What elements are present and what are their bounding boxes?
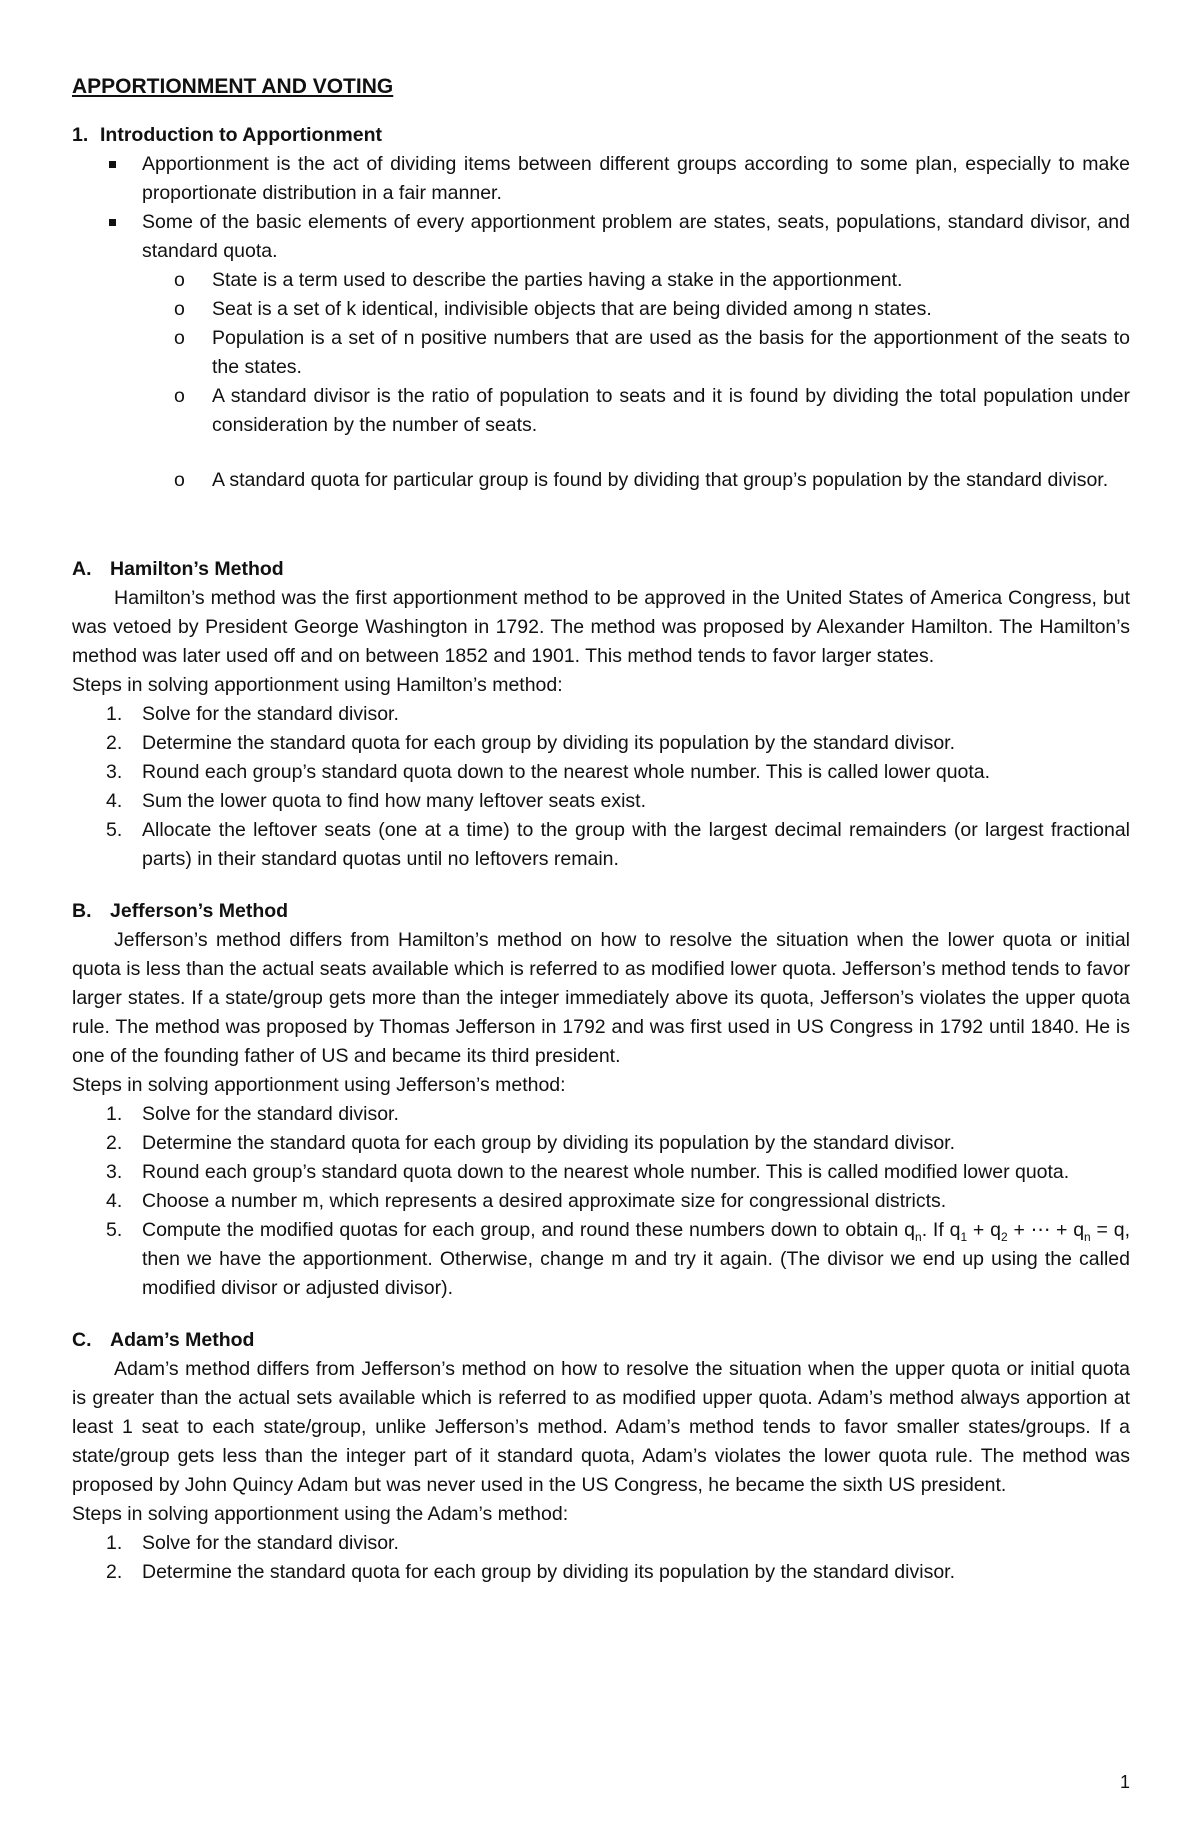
step-number: 2.	[106, 732, 123, 754]
step-text: Determine the standard quota for each group by dividing its population by the standard divisor.	[142, 1132, 956, 1154]
step-number: 5.	[106, 1219, 123, 1241]
step-number: 4.	[106, 1190, 123, 1212]
step-item	[106, 1216, 1131, 1303]
step-number: 1.	[106, 1532, 123, 1554]
step-text-part: + ⋯ + q	[1007, 1219, 1085, 1241]
step-item	[106, 1158, 1130, 1187]
section-paragraph: Adam’s method differs from Jefferson’s method on how to resolve the situation when the upper quota or initial quota is greater than the actual sets available which is referred to as modified upper quota. Adam’s method always apportion at least 1 seat to each state/group, unlike Jefferson’s method. Adam’s method tends to favor smaller states/groups. If a state/group gets less than the integer part of it standard quota, Adam’s violates the lower quota rule. The method was proposed by John Quincy Adam but was never used in the US Congress, he became the sixth US president.	[72, 1358, 1130, 1496]
step-text: Determine the standard quota for each group by dividing its population by the standard divisor.	[142, 1561, 956, 1583]
step-item	[106, 1529, 1130, 1558]
step-text-part: Compute the modified quotas for each group, and round these numbers down to obtain q	[142, 1219, 916, 1241]
steps-list	[72, 1100, 1130, 1303]
step-item	[106, 1187, 1130, 1216]
step-number: 1.	[106, 1103, 123, 1125]
step-number: 1.	[106, 703, 123, 725]
step-text: Solve for the standard divisor.	[142, 703, 399, 725]
step-text: Sum the lower quota to find how many leftover seats exist.	[142, 790, 647, 812]
step-text-part: = q, then we have the apportionment. Otherwise, change m and try it again. (The divisor we end up using the called modified divisor or adjusted divisor).	[142, 1219, 1131, 1299]
subscript: n	[1084, 1229, 1091, 1244]
section-heading	[72, 897, 1130, 926]
section-paragraph: Jefferson’s method differs from Hamilton’s method on how to resolve the situation when the lower quota or initial quota is less than the actual seats available which is referred to as modified lower quota. Jefferson’s method tends to favor larger states. If a state/group gets more than the integer immediately above its quota, Jefferson’s violates the upper quota rule. The method was proposed by Thomas Jefferson in 1792 and was first used in US Congress in 1792 until 1840. He is one of the founding father of US and became its third president.	[72, 929, 1130, 1067]
step-number: 2.	[106, 1561, 123, 1583]
intro-sub-item: o Seat is a set of k identical, indivisible objects that are being divided among n states.	[212, 295, 1130, 324]
intro-heading-text: Introduction to Apportionment	[100, 124, 382, 146]
steps-list	[72, 700, 1130, 874]
intro-sub-item: o Population is a set of n positive numbers that are used as the basis for the apportionment of the seats to the states.	[212, 324, 1130, 382]
step-text	[142, 1219, 1130, 1299]
adam-section	[72, 1326, 1130, 1587]
document-page	[72, 72, 1130, 1587]
step-text: Round each group’s standard quota down to the nearest whole number. This is called lower quota.	[142, 761, 991, 783]
step-number: 4.	[106, 790, 123, 812]
subscript: 1	[960, 1229, 968, 1244]
step-item	[106, 787, 1130, 816]
section-letter: B.	[72, 900, 92, 922]
intro-number: 1.	[72, 124, 89, 146]
steps-intro: Steps in solving apportionment using Jefferson’s method:	[72, 1074, 566, 1096]
step-text: Allocate the leftover seats (one at a time) to the group with the largest decimal remainders (or largest fractional parts) in their standard quotas until no leftovers remain.	[142, 819, 1130, 870]
intro-bullet: Some of the basic elements of every apportionment problem are states, seats, populations, standard divisor, and standard quota.	[142, 208, 1130, 266]
step-text-part: + q	[967, 1219, 1001, 1241]
step-number: 3.	[106, 1161, 123, 1183]
document-title: APPORTIONMENT AND VOTING	[72, 75, 394, 98]
intro-sub-item: o A standard quota for particular group is found by dividing that group’s population by the standard divisor.	[212, 466, 1130, 495]
step-item	[106, 1558, 1130, 1587]
intro-bullet: Apportionment is the act of dividing items between different groups according to some plan, especially to make proportionate distribution in a fair manner.	[142, 150, 1130, 208]
step-number: 2.	[106, 1132, 123, 1154]
section-heading	[72, 555, 1130, 584]
step-text: Choose a number m, which represents a desired approximate size for congressional districts.	[142, 1190, 947, 1212]
step-item	[106, 700, 1130, 729]
section-heading	[72, 1326, 1130, 1355]
steps-intro: Steps in solving apportionment using the Adam’s method:	[72, 1503, 569, 1525]
step-number: 5.	[106, 819, 123, 841]
intro-sub-list	[72, 266, 1130, 495]
intro-sub-item: o A standard divisor is the ratio of population to seats and it is found by dividing the total population under consideration by the number of seats.	[212, 382, 1130, 440]
intro-sub-item: o State is a term used to describe the parties having a stake in the apportionment.	[212, 266, 1130, 295]
intro-section	[72, 121, 1130, 495]
intro-heading	[72, 121, 1130, 150]
step-item	[106, 1100, 1130, 1129]
step-text-part: . If q	[921, 1219, 961, 1241]
jefferson-section	[72, 897, 1130, 1303]
step-text: Determine the standard quota for each group by dividing its population by the standard divisor.	[142, 732, 956, 754]
step-item	[106, 758, 1130, 787]
step-number: 3.	[106, 761, 123, 783]
hamilton-section	[72, 555, 1130, 874]
section-letter: A.	[72, 558, 92, 580]
page-number: 1	[1119, 1772, 1130, 1792]
section-letter: C.	[72, 1329, 92, 1351]
steps-intro: Steps in solving apportionment using Hamilton’s method:	[72, 674, 563, 696]
step-item	[106, 816, 1130, 874]
step-text: Solve for the standard divisor.	[142, 1103, 399, 1125]
section-heading-text: Hamilton’s Method	[110, 558, 284, 580]
section-paragraph: Hamilton’s method was the first apportionment method to be approved in the United States of America Congress, but was vetoed by President George Washington in 1792. The method was proposed by Alexander Hamilton. The Hamilton’s method was later used off and on between 1852 and 1901. This method tends to favor larger states.	[72, 587, 1130, 667]
subscript: n	[915, 1229, 922, 1244]
step-item	[106, 729, 1130, 758]
step-item	[106, 1129, 1130, 1158]
step-text: Round each group’s standard quota down to the nearest whole number. This is called modified lower quota.	[142, 1161, 1070, 1183]
subscript: 2	[1000, 1229, 1008, 1244]
section-heading-text: Jefferson’s Method	[110, 900, 289, 922]
steps-list	[72, 1529, 1130, 1587]
intro-bullet-list	[72, 150, 1130, 266]
step-text: Solve for the standard divisor.	[142, 1532, 399, 1554]
section-heading-text: Adam’s Method	[110, 1329, 255, 1351]
